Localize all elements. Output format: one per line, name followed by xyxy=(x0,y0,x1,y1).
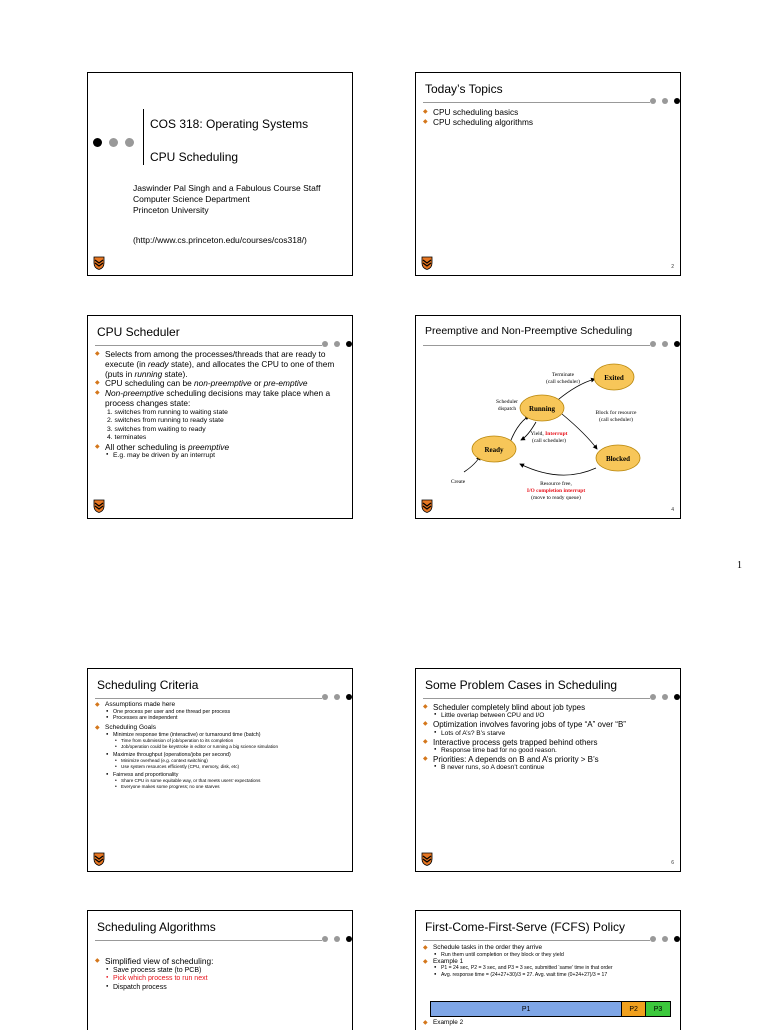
list-item: ◆ Scheduler completely blind about job types xyxy=(423,703,674,712)
princeton-shield-icon xyxy=(93,256,105,270)
princeton-shield-icon xyxy=(421,852,433,866)
gantt-chart xyxy=(430,1001,671,1017)
slide-number: 4 xyxy=(671,507,674,513)
list-item: • Use system resources efficiently (CPU, memory, disk, etc) xyxy=(95,764,346,770)
title-dots xyxy=(322,936,353,944)
list-item: 4. terminates xyxy=(107,434,147,442)
state-label: Running xyxy=(528,405,556,413)
state-label: Exited xyxy=(604,374,624,382)
title-rule xyxy=(95,698,322,699)
title-dots xyxy=(322,341,353,349)
list-item: ◆ Interactive process gets trapped behind others xyxy=(423,738,674,747)
title-rule xyxy=(95,940,322,941)
label-yield: Yield, Interrupt xyxy=(530,431,568,437)
list-item: ● Pick which process to run next xyxy=(95,975,346,983)
list-item: ● Maximize throughput (operations/jobs per second) xyxy=(95,752,346,758)
list-item: ◆ Optimization involves favoring jobs of type “A” over “B” xyxy=(423,720,674,729)
list-item: ● Processes are independent xyxy=(95,715,346,721)
label-scheduler: Scheduler xyxy=(496,399,518,405)
state-label: Ready xyxy=(484,446,504,454)
slide-title: Scheduling Algorithms xyxy=(97,920,216,934)
label-call-scheduler: (call scheduler) xyxy=(545,379,581,385)
bullet-list xyxy=(423,944,674,978)
list-item: ● Minimize response time (interactive) or turnaround time (batch) xyxy=(95,732,346,738)
title-dots xyxy=(650,98,681,106)
title-divider xyxy=(143,109,144,165)
list-item: ◆ All other scheduling is preemptive xyxy=(95,443,346,453)
list-item: • Minimize overhead (e.g. context switching) xyxy=(95,758,346,764)
list-item: ◆ CPU scheduling basics xyxy=(423,108,674,118)
label-resource-free: Resource free, xyxy=(540,481,572,487)
princeton-shield-icon xyxy=(421,499,433,513)
list-item: ◆ Schedule tasks in the order they arrive xyxy=(423,944,674,952)
state-label: Blocked xyxy=(605,455,631,463)
list-item: ◆ CPU scheduling can be non-preemptive or pre-emptive xyxy=(95,379,346,389)
list-item: 1. switches from running to waiting state xyxy=(107,408,228,416)
title-rule xyxy=(423,345,650,346)
label-terminate: Terminate xyxy=(551,372,575,378)
list-item: ● Response time bad for no good reason. xyxy=(423,747,674,755)
list-item: ● Dispatch process xyxy=(95,984,346,992)
list-item: ● Save process state (to PCB) xyxy=(95,967,346,975)
slide-2-topics xyxy=(415,72,681,276)
list-item: ● Fairness and proportionality xyxy=(95,772,346,778)
title-dots xyxy=(650,936,681,944)
list-item: • Everyone makes some progress; no one starves xyxy=(95,784,346,790)
slide-title: Scheduling Criteria xyxy=(97,678,199,692)
title-rule xyxy=(423,698,650,699)
label-block: Block for resource xyxy=(595,410,637,416)
slide-5-scheduling-criteria xyxy=(87,668,353,872)
author-info: Jaswinder Pal Singh and a Fabulous Course Staff Computer Science Department Princeton University xyxy=(133,183,321,216)
slide-title: First-Come-First-Serve (FCFS) Policy xyxy=(425,920,625,934)
title-rule xyxy=(423,940,650,941)
edge-resource-free xyxy=(520,464,596,475)
princeton-shield-icon xyxy=(93,852,105,866)
slide-1-title xyxy=(87,72,353,276)
list-item: ● Little overlap between CPU and I/O xyxy=(423,712,674,720)
slide-number: 2 xyxy=(671,264,674,270)
title-dots xyxy=(650,341,681,349)
list-item: ● Avg. response time = (24+27+30)/3 = 27. Avg. wait time (0+24+27)/3 = 17 xyxy=(423,972,674,978)
bullet-list xyxy=(95,350,346,461)
list-item: ◆ Example 2 xyxy=(423,1019,674,1027)
title-rule xyxy=(95,345,322,346)
list-item: ◆ Example 1 xyxy=(423,958,674,966)
label-io-interrupt: I/O completion interrupt xyxy=(526,488,586,494)
princeton-shield-icon xyxy=(93,499,105,513)
gantt-segment-p1: P1 xyxy=(431,1002,622,1016)
slide-7-scheduling-algorithms xyxy=(87,910,353,1030)
list-item: ● B never runs, so A doesn’t continue xyxy=(423,764,674,772)
title-dots xyxy=(93,138,137,148)
topic-list xyxy=(423,108,674,128)
list-item: ◆ Selects from among the processes/threads that are ready to execute (in ready state), and allocates the CPU to one of them (puts in running state). xyxy=(95,350,346,379)
page-number: 1 xyxy=(737,560,742,571)
label-call-scheduler: (call scheduler) xyxy=(598,417,634,423)
lecture-title: CPU Scheduling xyxy=(150,150,239,164)
slide-title: Today’s Topics xyxy=(425,82,503,96)
list-item: ◆ Non-preemptive scheduling decisions may take place when a process changes state: xyxy=(95,389,346,409)
list-item: • Time from submission of job/operation to its completion xyxy=(95,738,346,744)
slide-8-fcfs xyxy=(415,910,681,1030)
slide-3-cpu-scheduler xyxy=(87,315,353,519)
list-item: 2. switches from running to ready state xyxy=(107,417,224,425)
bullet-list xyxy=(95,957,346,992)
edge-create xyxy=(464,456,480,472)
course-title: COS 318: Operating Systems xyxy=(150,117,309,131)
list-item: 3. switches from waiting to ready xyxy=(107,425,206,433)
bullet-list xyxy=(423,703,674,772)
slide-6-problem-cases xyxy=(415,668,681,872)
slide-number: 6 xyxy=(671,860,674,866)
list-item: ● E.g. may be driven by an interrupt xyxy=(95,452,346,460)
slide-title: Preemptive and Non-Preemptive Scheduling xyxy=(425,325,633,337)
list-item: ● One process per user and one thread per process xyxy=(95,709,346,715)
slide-4-preemptive-diagram xyxy=(415,315,681,519)
list-item: ◆ Priorities: A depends on B and A’s priority > B’s xyxy=(423,755,674,764)
list-item: • Share CPU in some equitable way, or that meets users’ expectations xyxy=(95,778,346,784)
label-call-scheduler: (call scheduler) xyxy=(531,438,567,444)
label-create: Create xyxy=(450,479,466,485)
title-dots xyxy=(650,694,681,702)
slide-title: Some Problem Cases in Scheduling xyxy=(425,678,618,692)
course-url: (http://www.cs.princeton.edu/courses/cos318/) xyxy=(133,235,307,245)
list-item: • Job/operation could be keystroke in editor or running a big science simulation xyxy=(95,744,346,750)
list-item: ◆ Scheduling Goals xyxy=(95,724,346,732)
list-item: ◆ Simplified view of scheduling: xyxy=(95,957,346,967)
process-state-diagram xyxy=(416,352,681,516)
title-rule xyxy=(423,102,650,103)
bullet-list xyxy=(95,701,346,789)
slide-title: CPU Scheduler xyxy=(97,325,180,339)
list-item: ◆ Assumptions made here xyxy=(95,701,346,709)
list-item: ◆ CPU scheduling algorithms xyxy=(423,118,674,128)
list-item: ● Run them until completion or they block or they yield xyxy=(423,952,674,958)
label-dispatch: dispatch xyxy=(497,406,517,412)
bullet-list xyxy=(423,1019,674,1027)
princeton-shield-icon xyxy=(421,256,433,270)
gantt-segment-p2: P2 xyxy=(622,1002,646,1016)
list-item: ● Lots of A’s? B’s starve xyxy=(423,730,674,738)
label-move-ready: (move to ready queue) xyxy=(531,495,581,501)
list-item: ● P1 = 24 sec, P2 = 3 sec, and P3 = 3 sec, submitted ‘same’ time in that order xyxy=(423,965,674,971)
gantt-segment-p3: P3 xyxy=(646,1002,670,1016)
